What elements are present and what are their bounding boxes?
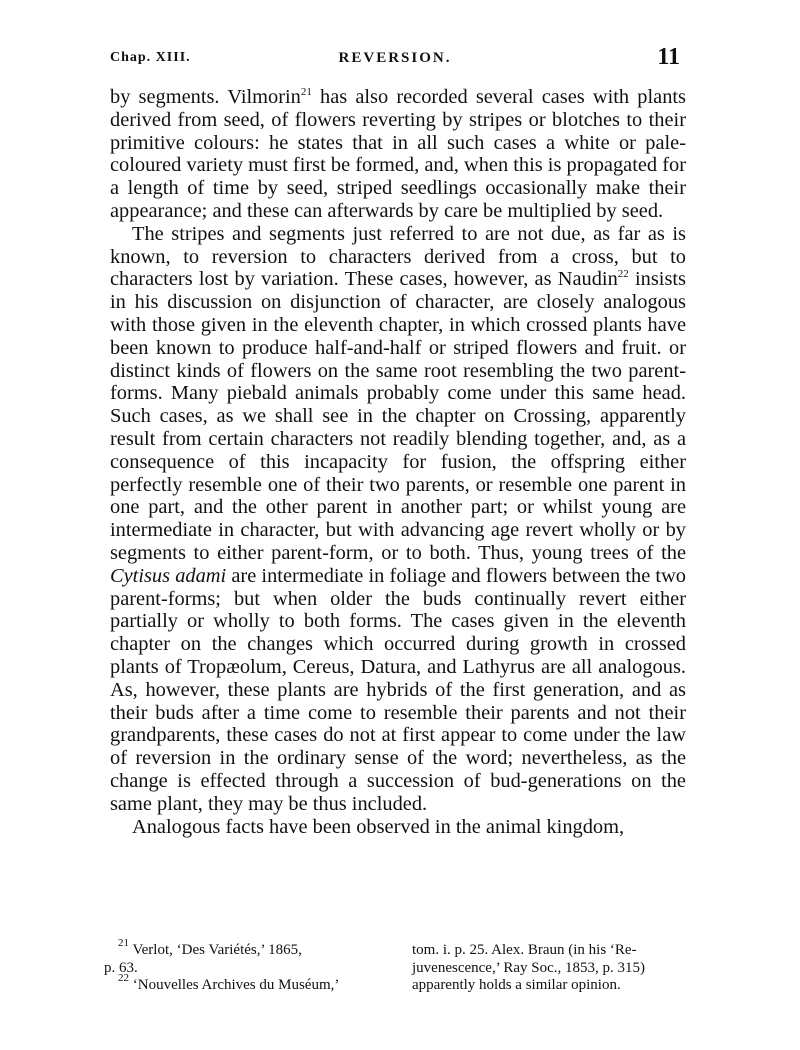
chapter-label: Chap. XIII.	[110, 50, 191, 65]
species-name: Cytisus adami	[110, 564, 227, 587]
paragraph-3: Analogous facts have been observed in the animal kingdom,	[132, 815, 625, 838]
body-text	[110, 86, 686, 838]
footnotes-left-column	[104, 937, 394, 995]
running-header	[110, 44, 680, 78]
footnote-21-right-2: juvenescence,’ Ray Soc., 1853, p. 315)	[412, 959, 645, 976]
page-number: 11	[657, 44, 680, 70]
footnote-21: $^{21}$ Verlot, ‘Des Variétés,’ 1865,	[118, 937, 302, 958]
footnotes-right-column	[412, 942, 686, 995]
footnote-ref-21: 21	[300, 86, 312, 98]
paragraph-2: The stripes and segments just referred to are not due, as far as is known, to reversion to characters derived from a cross, but to characters lost by variation. These cases, however, as Naudin$^{22}$ insists in his discussion on disjunction of character, are closely analogous with those given in the eleventh chapter, in which crossed plants have been known to produce half-and-half or striped flowers and fruit. or distinct kinds of flowers on the same root resembling the two parent-forms. Many piebald animals probably come under this same head. Such cases, as we shall see in the chapter on Crossing, apparently result from certain characters not readily blending together, and, as a consequence of this incapacity for fusion, the offspring either perfectly resemble one of their two parents, or resemble one parent in one part, and the other parent in another part; or whilst young are intermediate in character, but with advancing age revert wholly or by segments to either parent-form, or to both. Thus, young trees of the Cytisus adami are intermediate in foliage and flowers between the two parent-forms; but when older the buds continually revert either partially or wholly to both forms. The cases given in the eleventh chapter on the changes which occurred during growth in crossed plants of Tropæolum, Cereus, Datura, and Lathyrus are all analogous. As, however, these plants are hybrids of the first generation, and as their buds after a time come to resemble their parents and not their grandparents, these cases do not at first appear to come under the law of reversion in the ordinary sense of the word; nevertheless, as the change is effected through a succession of bud-generations on the same plant, they may be thus included.	[110, 222, 687, 815]
paragraph-1: by segments. Vilmorin$^{21}$ has also recorded several cases with plants derived from seed, of flowers reverting by stripes or blotches to their primitive colours: he states that in all such cases a white or pale-coloured variety must first be formed, and, when this is propagated for a length of time by seed, striped seedlings occasionally make their appearance; and these can afterwards by care be multiplied by seed.	[110, 86, 686, 222]
footnote-21-right-1: tom. i. p. 25. Alex. Braun (in his ‘Re-	[412, 942, 637, 958]
footnote-ref-22: 22	[617, 268, 629, 281]
footnote-22-right: apparently holds a similar opinion.	[412, 977, 621, 993]
running-title: REVERSION.	[338, 50, 452, 66]
footnote-21-cont: p. 63.	[104, 959, 138, 976]
footnote-22: $^{22}$ ‘Nouvelles Archives du Muséum,’	[118, 972, 340, 993]
